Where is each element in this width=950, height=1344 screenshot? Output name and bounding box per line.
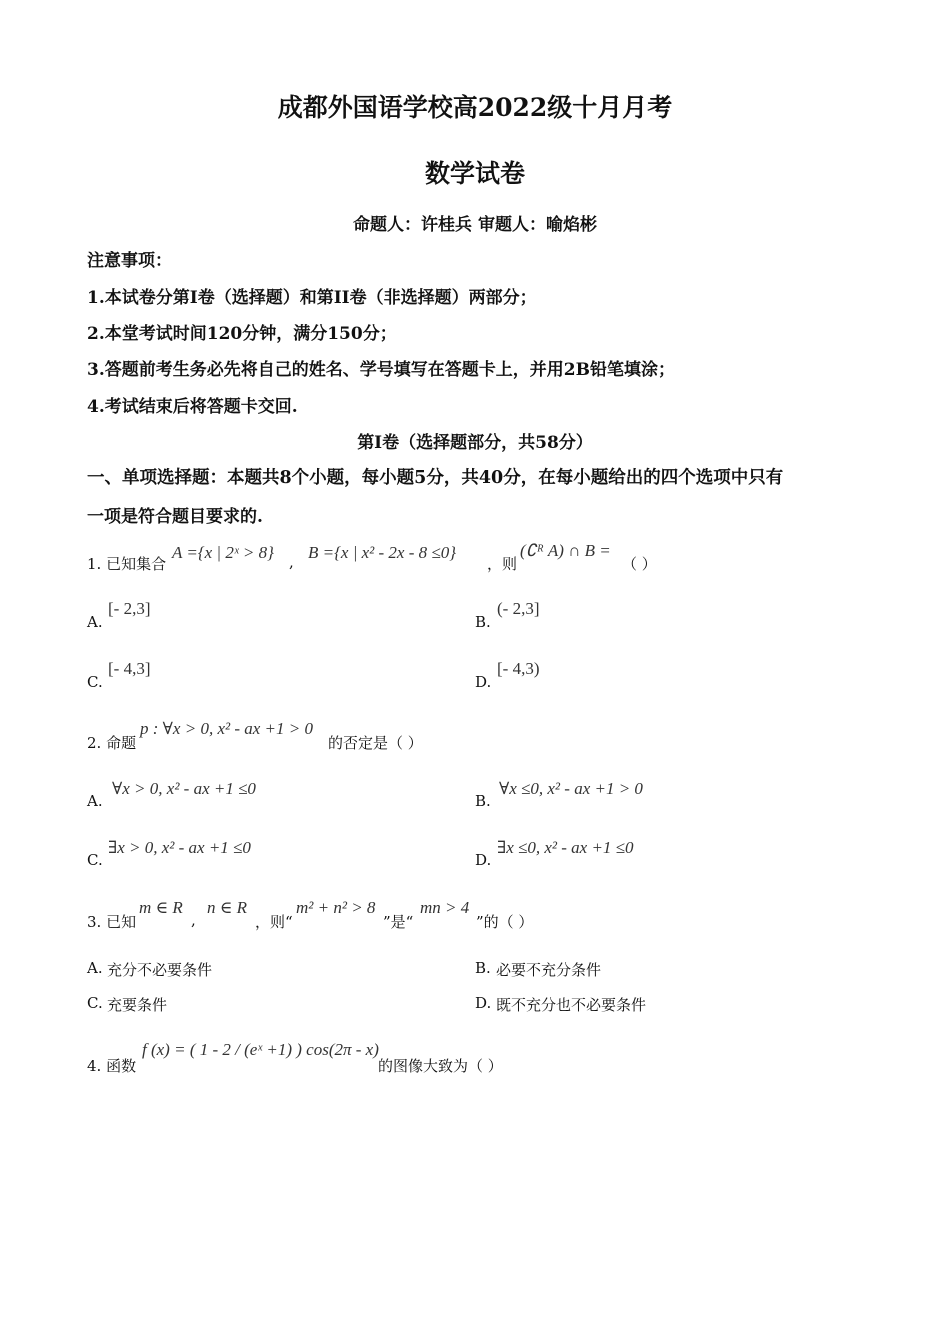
option-value: (- 2,3]	[497, 599, 540, 618]
function-formula: f (x) = ( 1 - 2 / (eˣ +1) ) cos(2π - x)	[142, 1040, 379, 1059]
section-instructions-line1: 一、单项选择题：本题共8个小题，每小题5分，共40分，在每小题给出的四个选项中只有	[87, 468, 784, 488]
option-label: D.	[475, 851, 492, 869]
note-item: 4.考试结束后将答题卡交回.	[87, 397, 298, 417]
separator: ,	[289, 553, 294, 571]
option-value: [- 4,3]	[108, 659, 151, 678]
proposition-formula: p : ∀x > 0, x² - ax +1 > 0	[140, 719, 313, 738]
option-label: C.	[87, 851, 103, 869]
exam-subtitle: 数学试卷	[424, 159, 525, 188]
expression-formula: (∁ᴿ A) ∩ B =	[520, 541, 611, 560]
note-item: 2.本堂考试时间120分钟，满分150分；	[87, 324, 397, 344]
option-label: B.	[475, 792, 491, 810]
option-label: D.	[475, 673, 492, 691]
note-item: 3.答题前考生务必先将自己的姓名、学号填写在答题卡上，并用2B铅笔填涂；	[87, 360, 675, 380]
separator: ，则	[487, 555, 518, 573]
question-stem: 4. 函数	[87, 1057, 137, 1075]
condition-p-formula: m² + n² > 8	[296, 898, 376, 917]
part1-heading: 第I卷（选择题部分，共58分）	[357, 433, 593, 453]
option-value: 充分不必要条件	[107, 961, 213, 979]
option-value: [- 4,3)	[497, 659, 540, 678]
option-value: 必要不充分条件	[496, 961, 602, 979]
option-label: A.	[87, 959, 103, 977]
question-stem-end: 的图像大致为（ ）	[378, 1057, 503, 1075]
set-a-formula: A ={x | 2ˣ > 8}	[172, 543, 274, 562]
note-item: 1.本试卷分第I卷（选择题）和第II卷（非选择题）两部分；	[87, 288, 537, 308]
question-stem: 1. 已知集合	[87, 555, 167, 573]
n-formula: n ∈ R	[207, 898, 247, 917]
condition-q-formula: mn > 4	[420, 898, 470, 917]
option-label: C.	[87, 673, 103, 691]
option-label: C.	[87, 994, 103, 1012]
question-stem-end: 的否定是（ ）	[328, 734, 423, 752]
question-stem-end: ”的（ ）	[476, 913, 534, 931]
option-value: ∀x > 0, x² - ax +1 ≤0	[112, 779, 256, 798]
answer-blank: （ ）	[622, 555, 657, 573]
exam-title: 成都外国语学校高2022级十月月考	[277, 93, 673, 122]
option-label: B.	[475, 613, 491, 631]
option-label: A.	[87, 613, 103, 631]
connector: ”是“	[383, 913, 414, 931]
option-value: 充要条件	[107, 996, 168, 1014]
option-label: D.	[475, 994, 492, 1012]
authors-line: 命题人：许桂兵 审题人：喻焰彬	[353, 215, 597, 235]
option-value: [- 2,3]	[108, 599, 151, 618]
option-value: ∃x ≤0, x² - ax +1 ≤0	[497, 838, 634, 857]
notes-heading: 注意事项：	[87, 251, 172, 271]
section-instructions-line2: 一项是符合题目要求的.	[87, 507, 263, 527]
option-value: 既不充分也不必要条件	[496, 996, 647, 1014]
option-label: B.	[475, 959, 491, 977]
option-label: A.	[87, 792, 103, 810]
m-formula: m ∈ R	[139, 898, 183, 917]
question-stem: 2. 命题	[87, 734, 137, 752]
separator: ，则“	[255, 913, 293, 931]
option-value: ∀x ≤0, x² - ax +1 > 0	[499, 779, 643, 798]
set-b-formula: B ={x | x² - 2x - 8 ≤0}	[308, 543, 457, 562]
option-value: ∃x > 0, x² - ax +1 ≤0	[108, 838, 251, 857]
question-stem: 3. 已知	[87, 913, 137, 931]
separator: ,	[191, 911, 196, 929]
